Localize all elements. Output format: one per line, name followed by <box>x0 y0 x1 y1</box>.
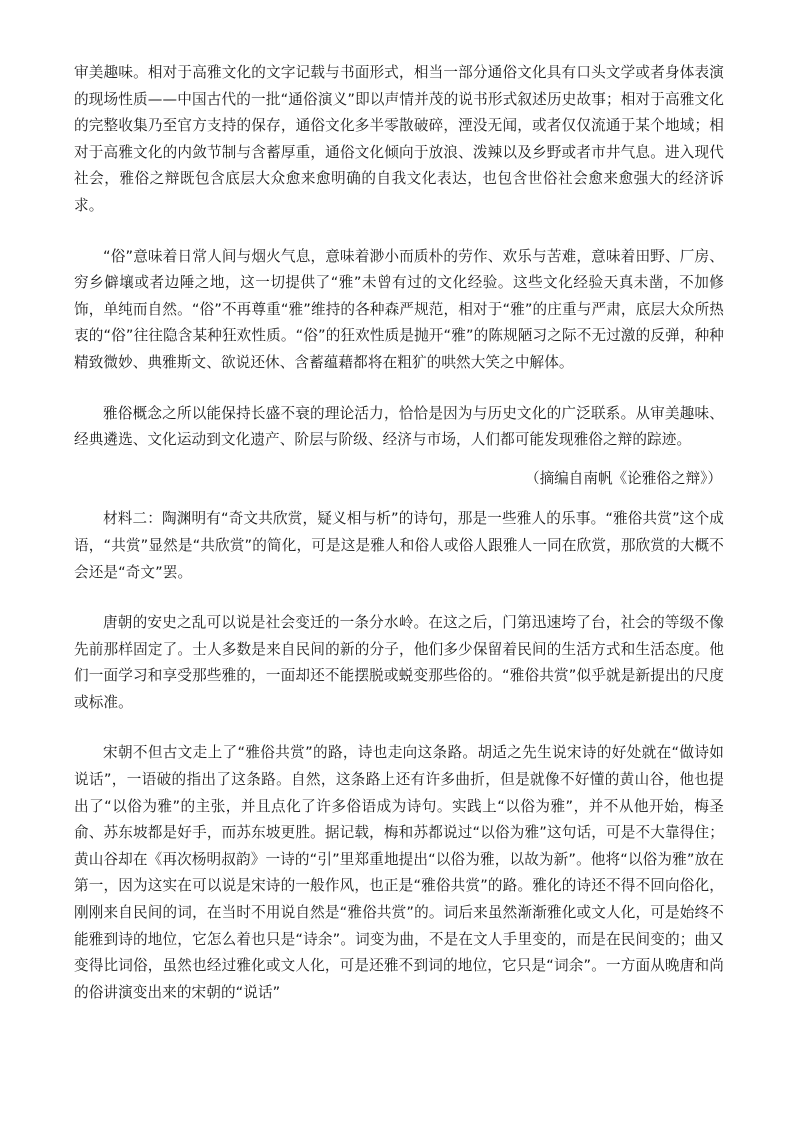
paragraph-gap <box>74 586 724 610</box>
paragraph-gap <box>74 454 724 466</box>
paragraph-3: 雅俗概念之所以能保持长盛不衰的理论活力，恰恰是因为与历史文化的广泛联系。从审美趣味、经典遴选、文化运动到文化遗产、阶层与阶级、经济与市场，人们都可能发现雅俗之辩的踪迹。 <box>74 404 724 449</box>
paragraph-gap <box>74 492 724 506</box>
paragraph-gap <box>74 716 724 740</box>
paragraph-gap <box>74 377 724 401</box>
material2-paragraph-2: 唐朝的安史之乱可以说是社会变迁的一条分水岭。在这之后，门第迅速垮了台，社会的等级不像先前那样固定了。士人多数是来自民间的新的分子，他们多少保留着民间的生活方式和生活态度。他们一面学习和享受那些雅的，一面却还不能摆脱或蜕变那些俗的。“雅俗共赏”似乎就是新提出的尺度或标准。 <box>74 614 724 711</box>
material2-paragraph-3: 宋朝不但古文走上了“雅俗共赏”的路，诗也走向这条路。胡适之先生说宋诗的好处就在“做诗如说话”，一语破的指出了这条路。自然，这条路上还有许多曲折，但是就像不好懂的黄山谷，他也提出了“以俗为雅”的主张，并且点化了许多俗语成为诗句。实践上“以俗为雅”，并不从他开始，梅圣俞、苏东坡都是好手，而苏东坡更胜。据记载，梅和苏都说过“以俗为雅”这句话，可是不大靠得住；黄山谷却在《再次杨明叔韵》一诗的“引”里郑重地提出“以俗为雅，以故为新”。他将“以俗为雅”放在第一，因为这实在可以说是宋诗的一般作风，也正是“雅俗共赏”的路。雅化的诗还不得不回向俗化，刚刚来自民间的词，在当时不用说自然是“雅俗共赏”的。词后来虽然渐渐雅化或文人化，可是始终不能雅到诗的地位，它怎么着也只是“诗余”。词变为曲，不是在文人手里变的，而是在民间变的；曲又变得比词俗，虽然也经过雅化或文人化，可是还雅不到词的地位，它只是“词余”。一方面从晚唐和尚的俗讲演变出来的宋朝的“说话” <box>74 744 724 1001</box>
document-page <box>74 60 724 1006</box>
paragraph-2: “俗”意味着日常人间与烟火气息，意味着渺小而质朴的劳作、欢乐与苦难，意味着田野、厂房、穷乡僻壤或者边陲之地，这一切提供了“雅”未曾有过的文化经验。这些文化经验天真未凿，不加修饰，单纯而自然。“俗”不再尊重“雅”维持的各种森严规范，相对于“雅”的庄重与严肃，底层大众所热衷的“俗”往往隐含某种狂欢性质。“俗”的狂欢性质是抛开“雅”的陈规陋习之际不无过激的反弹，种种精致微妙、典雅斯文、欲说还休、含蓄蕴藉都将在粗犷的哄然大笑之中解体。 <box>74 247 724 371</box>
material2-paragraph-1: 材料二：陶渊明有“奇文共欣赏，疑义相与析”的诗句，那是一些雅人的乐事。“雅俗共赏”这个成语，“共赏”显然是“共欣赏”的简化，可是这是雅人和俗人或俗人跟雅人一同在欣赏，那欣赏的大概不会还是“奇文”罢。 <box>74 510 724 581</box>
source-citation: （摘编自南帆《论雅俗之辩》） <box>524 469 722 487</box>
paragraph-gap <box>74 220 724 244</box>
paragraph-1: 审美趣味。相对于高雅文化的文字记载与书面形式，相当一部分通俗文化具有口头文学或者身体表演的现场性质——中国古代的一批“通俗演义”即以声情并茂的说书形式叙述历史故事；相对于高雅文化的完整收集乃至官方支持的保存，通俗文化多半零散破碎，湮没无闻，或者仅仅流通于某个地域；相对于高雅文化的内敛节制与含蓄厚重，通俗文化倾向于放浪、泼辣以及乡野或者市井气息。进入现代社会，雅俗之辩既包含底层大众愈来愈明确的自我文化表达，也包含世俗社会愈来愈强大的经济诉求。 <box>74 64 724 214</box>
